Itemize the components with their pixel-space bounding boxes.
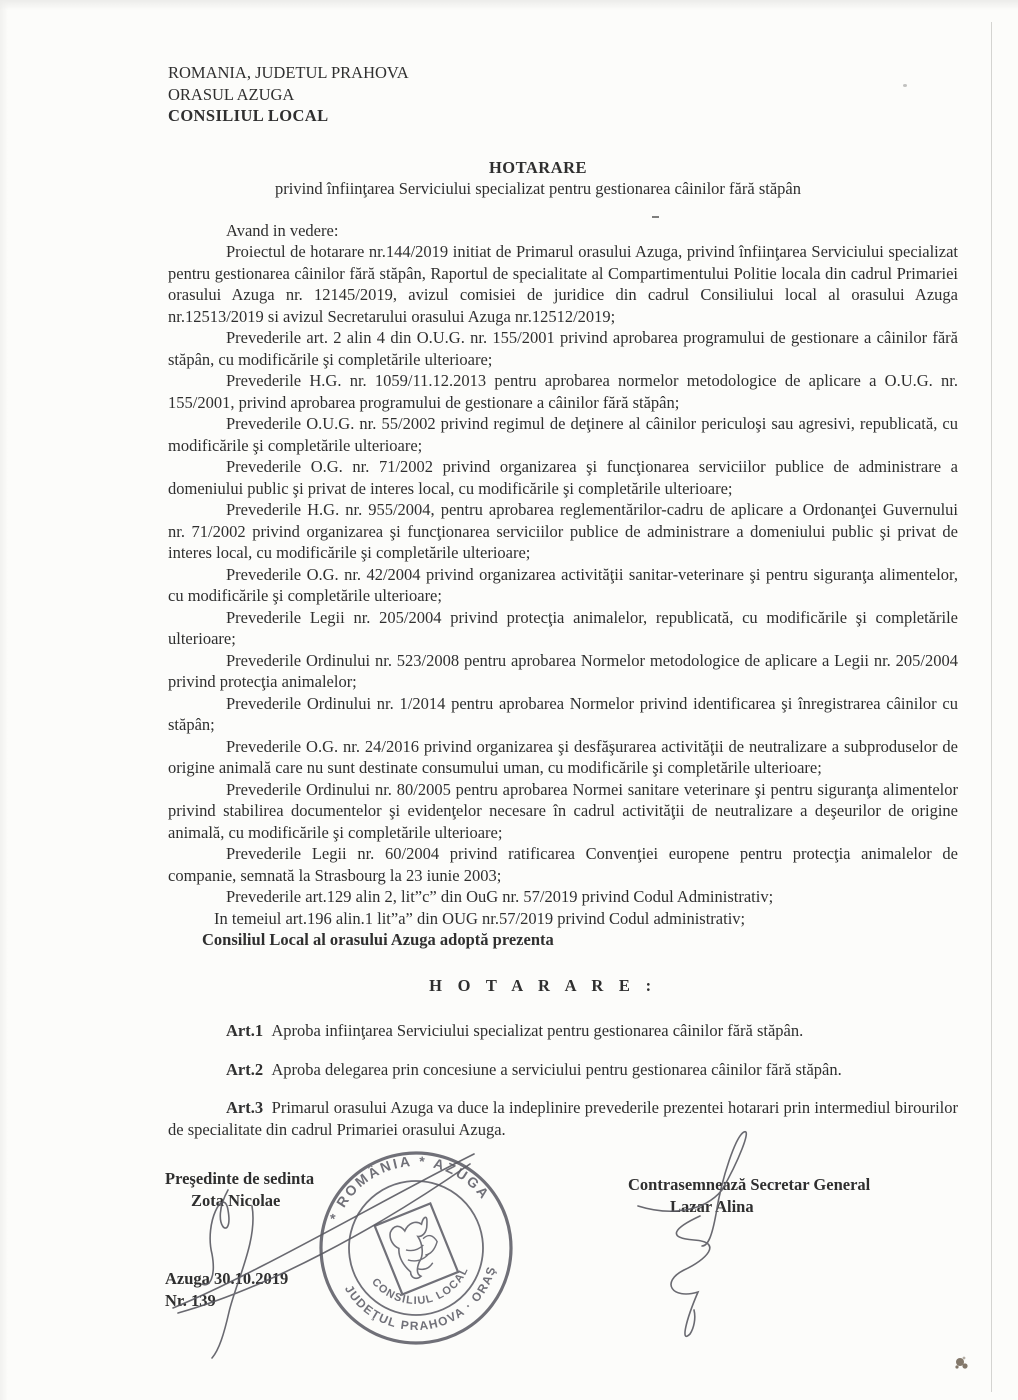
stamp-top-text: * ROMÂNIA * AZUGA <box>326 1152 494 1223</box>
stray-ink-dash <box>652 216 659 218</box>
president-role: Preşedinte de sedinta <box>165 1169 315 1188</box>
recital-paragraph: Prevederile O.U.G. nr. 55/2002 privind regimul de deţinere al câinilor periculoşi sau agresivi, republicată, cu modificările şi completările ulterioare; <box>168 414 958 455</box>
date-number-block <box>165 1268 288 1312</box>
article-3-label: Art.3 <box>226 1098 264 1117</box>
document-title: HOTARARE <box>488 157 588 177</box>
stamp-inner-text: CONSILIUL LOCAL <box>369 1264 471 1308</box>
secretary-role: Contrasemnează Secretar General <box>628 1175 871 1194</box>
issuer-council: CONSILIUL LOCAL <box>168 106 329 125</box>
article-2 <box>168 1059 958 1081</box>
article-3-text: Primarul orasului Azuga va duce la indeplinire prevederile prezentei hotarari prin intermediul birourilor de specialitate din cadrul Primariei orasului Azuga. <box>168 1098 958 1139</box>
issuer-header <box>168 62 958 127</box>
having-regard-line: Avand in vedere: <box>226 220 339 240</box>
recitals-section <box>168 241 958 929</box>
scan-speck <box>903 84 907 87</box>
article-1-label: Art.1 <box>226 1021 264 1040</box>
official-round-stamp-icon <box>301 1133 531 1363</box>
recital-paragraph: Prevederile O.G. nr. 42/2004 privind organizarea activităţii sanitar-veterinare şi pentru siguranţa alimentelor, cu modificările şi completările ulterioare; <box>168 564 958 605</box>
recital-paragraph: Prevederile art.129 alin 2, lit”c” din OuG nr. 57/2019 privind Codul Administrativ; <box>226 887 774 906</box>
recital-paragraph: Prevederile Legii nr. 205/2004 privind protecţia animalelor, republicată, cu modificările şi completările ulterioare; <box>168 607 958 648</box>
document-subtitle: privind înfiinţarea Serviciului specializat pentru gestionarea câinilor fără stăpân <box>275 179 801 198</box>
article-3 <box>168 1097 958 1140</box>
title-block <box>168 157 908 200</box>
president-name: Zota Nicolae <box>191 1191 281 1210</box>
recital-paragraph: Prevederile H.G. nr. 955/2004, pentru aprobarea reglementărilor-cadru de aplicare a Ordonanţei Guvernului nr. 71/2002 privind organizarea şi funcţionarea serviciilor publice de administrare a domeniului public şi privat de interes local, cu modificările şi completările ulterioare; <box>168 500 958 562</box>
secretary-handwritten-signature <box>600 1118 900 1358</box>
stamp-coat-of-arms-icon <box>375 1203 458 1294</box>
recital-paragraph: Prevederile Ordinului nr. 523/2008 pentru aprobarea Normelor metodologice de aplicare a Legii nr. 205/2004 privind protecţia animalelor; <box>168 650 958 691</box>
article-2-label: Art.2 <box>226 1059 264 1079</box>
recital-paragraph: In temeiul art.196 alin.1 lit”a” din OUG nr.57/2019 privind Codul administrativ; <box>214 908 746 928</box>
article-1-text: Aproba infiinţarea Serviciului specializat pentru gestionarea câinilor fără stăpân. <box>271 1021 804 1040</box>
secretary-name: Lazar Alina <box>670 1197 754 1216</box>
secretary-signature-block <box>628 1174 870 1218</box>
recital-paragraph: Prevederile art. 2 alin 4 din O.U.G. nr. 155/2001 privind aprobarea programului de gestionare a câinilor fără stăpân, cu modificările şi completările ulterioare; <box>168 328 958 369</box>
adoption-line: Consiliul Local al orasului Azuga adoptă prezenta <box>202 930 554 949</box>
article-2-text: Aproba delegarea prin concesiune a serviciului pentru gestionarea câinilor fără stăpân. <box>271 1059 842 1079</box>
decision-number: Nr. 139 <box>165 1291 216 1310</box>
recital-paragraph: Prevederile O.G. nr. 24/2016 privind organizarea şi desfăşurarea activităţii de neutralizare a subproduselor de origine animală care nu sunt destinate consumului uman, cu modificările şi completările ulterioare; <box>168 736 958 777</box>
recital-paragraph: Prevederile H.G. nr. 1059/11.12.2013 pentru aprobarea normelor metodologice de aplicare a O.U.G. nr. 155/2001, privind aprobarea programului de gestionare a câinilor fără stăpân; <box>168 371 958 412</box>
stamp-bottom-text: JUDEŢUL PRAHOVA · ORAŞ <box>342 1263 499 1334</box>
recital-paragraph: Prevederile Ordinului nr. 80/2005 pentru aprobarea Normei sanitare veterinare şi pentru siguranţa alimentelor privind stabilirea documentelor şi evidenţelor necesare în cadrul activităţii de neutralizare a deşeurilor de origine animală, cu modificările şi completările ulterioare; <box>168 779 958 842</box>
issuer-country-county: ROMANIA, JUDETUL PRAHOVA <box>168 63 409 82</box>
article-1 <box>168 1020 958 1042</box>
decision-heading: H O T A R A R E : <box>429 975 657 995</box>
issuer-town: ORASUL AZUGA <box>168 84 295 104</box>
recital-paragraph: Prevederile Ordinului nr. 1/2014 pentru aprobarea Normelor privind identificarea şi înregistrarea câinilor cu stăpân; <box>168 693 958 734</box>
recital-paragraph: Prevederile O.G. nr. 71/2002 privind organizarea şi funcţionarea serviciilor publice de administrare a domeniului public şi privat de interes local, cu modificările şi completările ulterioare; <box>168 457 958 498</box>
president-signature-block <box>165 1168 314 1212</box>
ink-smudge <box>948 1346 976 1376</box>
scan-edge-line <box>991 22 992 1392</box>
recital-paragraph: Prevederile Legii nr. 60/2004 privind ratificarea Convenţiei europene pentru protecţia animalelor de companie, semnată la Strasbourg la 23 iunie 2003; <box>168 844 958 885</box>
place-and-date: Azuga 30.10.2019 <box>165 1269 289 1288</box>
recital-paragraph: Proiectul de hotarare nr.144/2019 initiat de Primarul orasului Azuga, privind înfiinţarea Serviciului specializat pentru gestionarea câinilor fără stăpân, Raportul de specialitate al Compartimentului Politie locala din cadrul Primariei orasului Azuga nr. 12145/2019, avizul comisiei de juridice din cadrul Consiliului local al orasului Azuga nr.12513/2019 si avizul Secretarului orasului Azuga nr.12512/2019; <box>168 242 958 326</box>
